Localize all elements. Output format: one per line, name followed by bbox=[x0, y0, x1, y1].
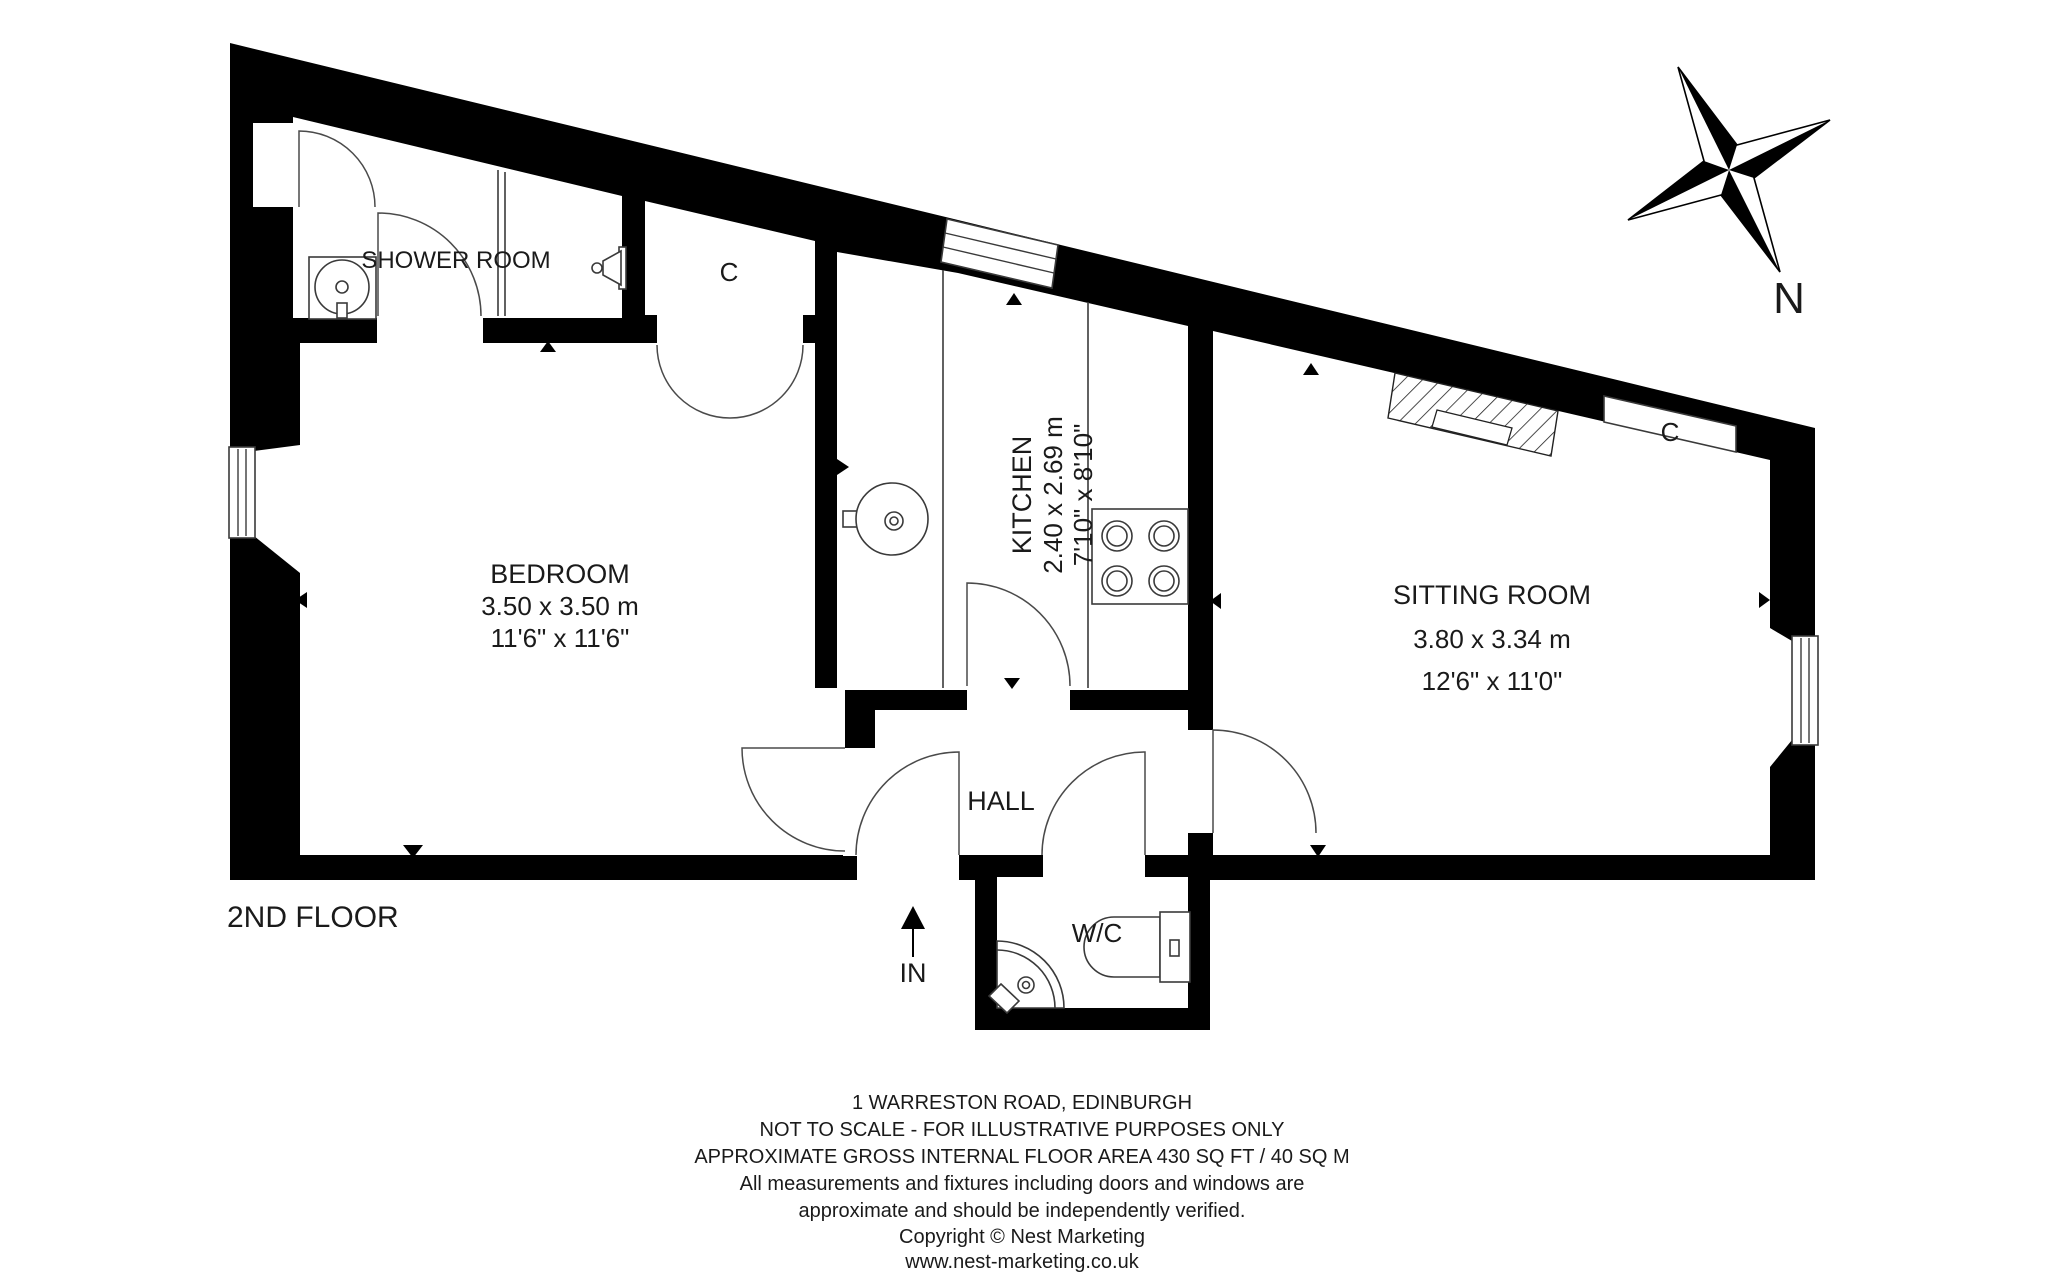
footer bbox=[694, 1092, 1349, 1273]
opening-sitting-door bbox=[1186, 730, 1215, 833]
footer-address: 1 WARRESTON ROAD, EDINBURGH bbox=[851, 1092, 1193, 1114]
footer-measurements-2: approximate and should be independently verified. bbox=[798, 1200, 1246, 1222]
room-dims-sitting-imperial: 12'6" x 11'0" bbox=[1421, 666, 1563, 696]
room-label-sitting: SITTING ROOM bbox=[1393, 580, 1591, 610]
room-dims-bedroom-metric: 3.50 x 3.50 m bbox=[481, 591, 639, 621]
room-hall bbox=[875, 710, 1188, 855]
footer-scale-disclaimer: NOT TO SCALE - FOR ILLUSTRATIVE PURPOSES ONLY bbox=[759, 1119, 1285, 1141]
entrance-arrow-icon bbox=[901, 906, 925, 957]
room-label-bedroom: BEDROOM bbox=[490, 559, 630, 589]
room-label-kitchen: KITCHEN bbox=[1007, 435, 1037, 555]
footer-measurements-1: All measurements and fixtures including doors and windows are bbox=[739, 1173, 1305, 1195]
closet-label-bedroom: C bbox=[719, 257, 739, 287]
opening-shower-door bbox=[377, 314, 483, 346]
room-dims-bedroom-imperial: 11'6" x 11'6" bbox=[490, 623, 630, 653]
room-label-hall: HALL bbox=[967, 786, 1035, 816]
north-label: N bbox=[1773, 274, 1805, 323]
floor-label: 2ND FLOOR bbox=[227, 901, 399, 934]
footer-website: www.nest-marketing.co.uk bbox=[905, 1251, 1139, 1273]
opening-bedroom-closet bbox=[657, 313, 803, 346]
opening-wc-door bbox=[1043, 853, 1145, 880]
entrance-label: IN bbox=[899, 958, 927, 988]
compass-rose bbox=[1628, 67, 1830, 272]
room-dims-kitchen-imperial: 7'10" x 8'10" bbox=[1068, 423, 1098, 567]
room-label-shower: SHOWER ROOM bbox=[361, 247, 551, 274]
room-label-wc: W/C bbox=[1071, 918, 1123, 948]
sitting-window bbox=[1792, 636, 1818, 745]
opening-kitchen-door bbox=[967, 688, 1070, 713]
kitchen-hob bbox=[1092, 509, 1188, 604]
entry-recess bbox=[253, 123, 297, 207]
footer-copyright: Copyright © Nest Marketing bbox=[899, 1226, 1145, 1248]
opening-bedroom-door bbox=[843, 748, 877, 856]
room-dims-kitchen-metric: 2.40 x 2.69 m bbox=[1038, 416, 1068, 574]
room-dims-sitting-metric: 3.80 x 3.34 m bbox=[1413, 624, 1571, 654]
closet-label-sitting: C bbox=[1660, 417, 1680, 447]
bedroom-window bbox=[229, 447, 255, 538]
opening-entrance bbox=[857, 853, 959, 883]
footer-area: APPROXIMATE GROSS INTERNAL FLOOR AREA 430 SQ FT / 40 SQ M bbox=[694, 1146, 1350, 1168]
